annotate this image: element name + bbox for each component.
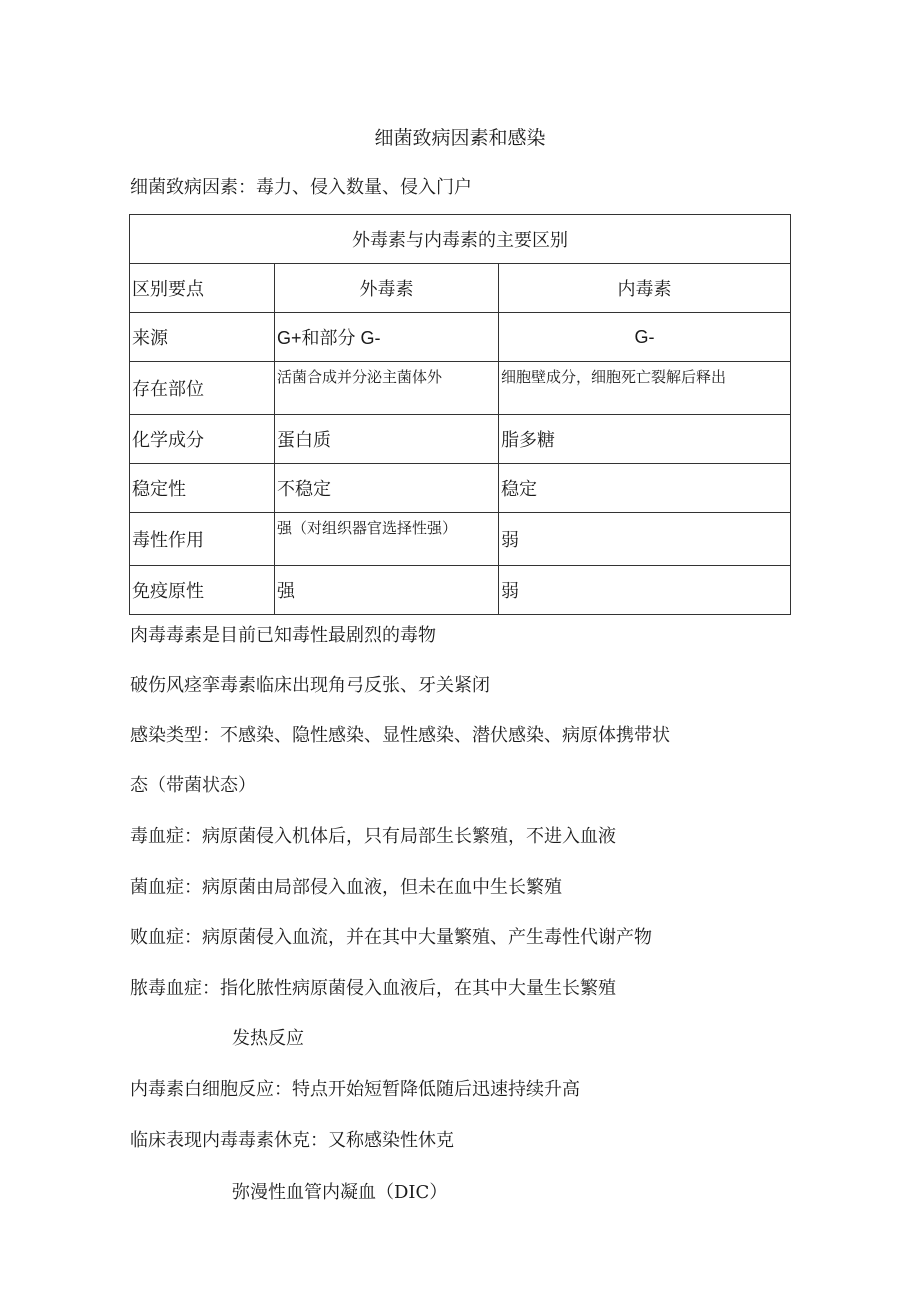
table-cell: 蛋白质 [275,415,499,464]
table-cell: 脂多糖 [499,415,791,464]
table-cell: 免疫原性 [130,566,275,615]
paragraph: 菌血症：病原菌由局部侵入血液，但未在血中生长繁殖 [130,877,562,898]
paragraph: 弥漫性血管内凝血（DIC） [232,1182,448,1203]
toxin-comparison-table [129,214,791,615]
table-cell: 细胞壁成分，细胞死亡裂解后释出 [499,362,791,415]
table-cell: 来源 [130,313,275,362]
table-cell: G+和部分 G- [275,313,499,362]
paragraph: 感染类型：不感染、隐性感染、显性感染、潜伏感染、病原体携带状 [130,725,670,746]
paragraph: 内毒素白细胞反应：特点开始短暂降低随后迅速持续升高 [130,1079,580,1100]
paragraph: 肉毒毒素是目前已知毒性最剧烈的毒物 [130,625,436,646]
table-row [130,313,791,362]
table-row [130,362,791,415]
table-cell: 活菌合成并分泌主菌体外 [275,362,499,415]
table-header-cell: 区别要点 [130,264,275,313]
paragraph: 败血症：病原菌侵入血流，并在其中大量繁殖、产生毒性代谢产物 [130,927,652,948]
table-row [130,464,791,513]
table-cell: 稳定 [499,464,791,513]
table-cell: 弱 [499,566,791,615]
table-cell: 存在部位 [130,362,275,415]
table-header-cell: 外毒素 [275,264,499,313]
paragraph: 态（带菌状态） [130,775,256,796]
factors-line: 细菌致病因素：毒力、侵入数量、侵入门户 [130,177,472,198]
paragraph: 脓毒血症：指化脓性病原菌侵入血液后，在其中大量生长繁殖 [130,978,616,999]
table-cell: 不稳定 [275,464,499,513]
table-cell: 稳定性 [130,464,275,513]
paragraph: 破伤风痉挛毒素临床出现角弓反张、牙关紧闭 [130,675,490,696]
paragraph: 毒血症：病原菌侵入机体后，只有局部生长繁殖，不进入血液 [130,826,616,847]
table-row [130,513,791,566]
paragraph: 临床表现内毒毒素休克：又称感染性休克 [130,1130,454,1151]
table-cell: G- [499,313,791,362]
table-header-row [130,264,791,313]
table-caption-row [130,215,791,264]
table-row [130,415,791,464]
table-cell: 强 [275,566,499,615]
table-header-cell: 内毒素 [499,264,791,313]
table-cell: 强（对组织器官选择性强） [275,513,499,566]
table-caption: 外毒素与内毒素的主要区别 [130,215,791,264]
table-row [130,566,791,615]
table-cell: 弱 [499,513,791,566]
page-title: 细菌致病因素和感染 [374,127,546,149]
paragraph: 发热反应 [232,1028,304,1049]
table-cell: 毒性作用 [130,513,275,566]
table-cell: 化学成分 [130,415,275,464]
